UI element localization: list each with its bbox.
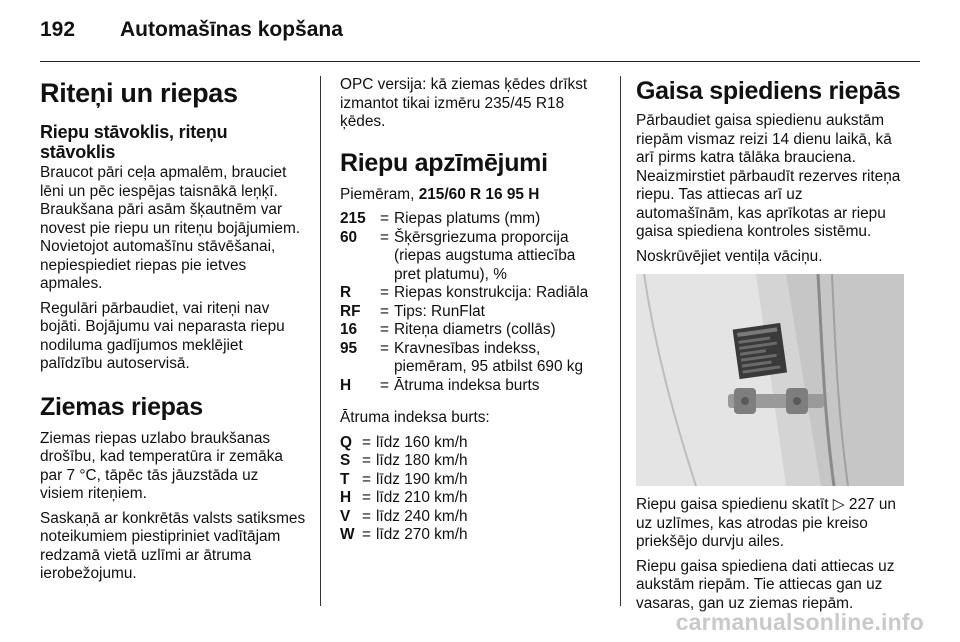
paragraph: Saskaņā ar konkrētās valsts satiksmes noteikumiem piestipriniet vadītājam redzamā vietā uzlīmi ar ātruma ierobežojumu.	[40, 509, 306, 582]
example-value: 215/60 R 16 95 H	[418, 185, 540, 203]
subsection-title: Riepu stāvoklis, riteņu stāvoklis	[40, 122, 228, 162]
paragraph: Riepu gaisa spiedienu skatīt ▷ 227 un uz uzlīmes, kas atrodas pie kreiso priekšējo durvju ailes.	[636, 496, 896, 550]
paragraph: Ziemas riepas uzlabo braukšanas drošību, kad temperatūra ir zemāka par 7 °C, tāpēc tās jāuzstāda uz visiem riteņiem.	[40, 429, 283, 502]
header-rule	[40, 61, 920, 62]
speed-row: H = līdz 210 km/h	[340, 489, 468, 506]
paragraph: Pārbaudiet gaisa spiedienu aukstām riepām vismaz reizi 14 dienu laikā, kā arī pirms katra tālāka brauciena. Neaizmirstiet pārbaudīt rezerves riteņa riepu. Tas attiecas arī uz automašīnām, kas aprīkotas ar riepu gaisa spiediena kontroles sistēmu.	[636, 112, 901, 240]
section-title: Ziemas riepas	[40, 392, 203, 421]
paragraph: Braucot pāri ceļa apmalēm, brauciet lēni un pēc iespējas taisnākā leņķī. Braukšana pāri asām šķautnēm var novest pie riepu un riteņu bojājumiem. Novietojot automašīnu stāvēšanai, nepiespiediet riepas pie ietves apmales.	[40, 164, 301, 292]
speed-row: V = līdz 240 km/h	[340, 507, 468, 525]
door-pillar-illustration	[636, 274, 904, 486]
door-pillar-label-photo	[636, 274, 904, 486]
page-header	[40, 18, 343, 42]
column-3	[636, 76, 904, 619]
section-title: Riteņi un riepas	[40, 78, 238, 108]
tyre-marking-list	[340, 210, 605, 395]
paragraph: Noskrūvējiet ventiļa vāciņu.	[636, 247, 823, 265]
definition-row: 215 = Riepas platums (mm)	[340, 210, 541, 227]
definition-row: R = Riepas konstrukcija: Radiāla	[340, 284, 589, 301]
column-divider	[320, 76, 321, 606]
example-prefix: Piemēram,	[340, 185, 419, 203]
paragraph: OPC versija: kā ziemas ķēdes drīkst izmantot tikai izmēru 235/45 R18 ķēdes.	[340, 76, 588, 130]
speed-row: W = līdz 270 km/h	[340, 526, 468, 543]
chapter-title: Automašīnas kopšana	[120, 18, 343, 41]
watermark: carmanualsonline.info	[675, 609, 924, 635]
speed-index-heading: Ātruma indeksa burts:	[340, 409, 490, 426]
speed-row: Q = līdz 160 km/h	[340, 433, 468, 451]
column-1	[40, 76, 306, 590]
definition-row: 16 = Riteņa diametrs (collās)	[340, 321, 556, 338]
column-divider	[620, 76, 621, 606]
definition-row: H = Ātruma indeksa burts	[340, 376, 540, 394]
example-line	[340, 186, 605, 205]
speed-row: S = līdz 180 km/h	[340, 452, 468, 469]
section-title: Riepu apzīmējumi	[340, 148, 548, 177]
page-reference: 227	[848, 496, 875, 513]
definition-row: 95 = Kravnesības indekss, piemēram, 95 atbilst 690 kg	[340, 339, 584, 375]
column-2	[340, 76, 605, 545]
definition-row: 60 = Šķērsgriezuma proporcija (riepas augstuma attiecība pret platumu), %	[340, 228, 576, 283]
speed-index-list	[340, 434, 605, 545]
paragraph: Riepu gaisa spiediena dati attiecas uz aukstām riepām. Tie attiecas gan uz vasaras, gan uz ziemas riepām.	[636, 557, 895, 612]
section-title: Gaisa spiediens riepās	[636, 77, 901, 105]
definition-row: RF = Tips: RunFlat	[340, 302, 485, 320]
speed-row: T = līdz 190 km/h	[340, 470, 468, 488]
paragraph: Regulāri pārbaudiet, vai riteņi nav bojāti. Bojājumu vai neparasta riepu nodiluma gadījumos meklējiet palīdzību autoservisā.	[40, 299, 285, 372]
page-reference-icon: ▷	[832, 496, 845, 513]
page-number: 192	[40, 18, 76, 41]
